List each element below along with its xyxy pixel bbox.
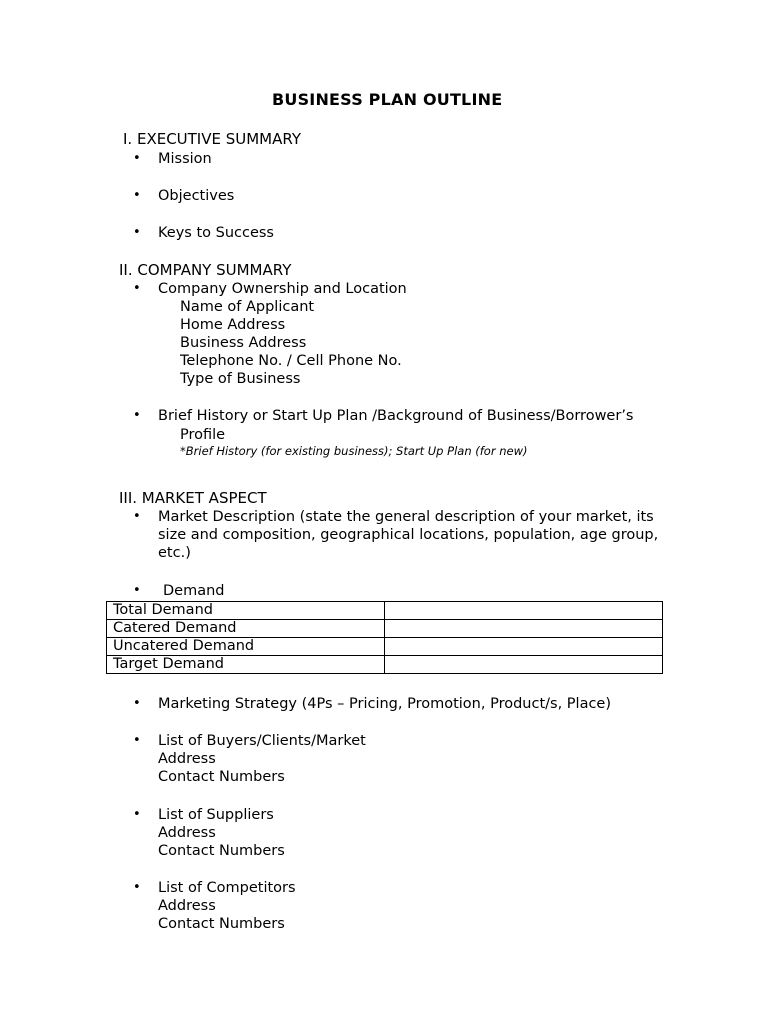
- bullet-icon: •: [133, 281, 141, 296]
- table-cell-label: Total Demand: [107, 602, 385, 620]
- list-item: Keys to Success: [158, 225, 274, 241]
- sub-item: Address: [158, 751, 216, 767]
- sub-item: Address: [158, 898, 216, 914]
- table-cell-value: [385, 638, 663, 656]
- table-cell-label: Catered Demand: [107, 620, 385, 638]
- sub-item: Contact Numbers: [158, 769, 285, 785]
- sub-item: Address: [158, 825, 216, 841]
- marketing-strategy: Marketing Strategy (4Ps – Pricing, Promotion, Product/s, Place): [158, 696, 612, 712]
- table-cell-label: Target Demand: [107, 656, 385, 674]
- sub-item: Type of Business: [180, 371, 301, 387]
- sub-item: Home Address: [180, 317, 286, 333]
- list-item-history-cont: Profile: [180, 427, 226, 443]
- table-row: [107, 656, 663, 674]
- bullet-icon: •: [133, 225, 141, 240]
- section-heading-market-aspect: III. MARKET ASPECT: [119, 489, 267, 507]
- section-heading-company-summary: II. COMPANY SUMMARY: [119, 261, 292, 279]
- table-cell-value: [385, 602, 663, 620]
- demand-table: [106, 601, 663, 674]
- table-cell-value: [385, 656, 663, 674]
- list-item: Mission: [158, 151, 212, 167]
- table-cell-label: Uncatered Demand: [107, 638, 385, 656]
- bullet-icon: •: [133, 408, 141, 423]
- history-note: *Brief History (for existing business); Start Up Plan (for new): [180, 444, 528, 458]
- bullet-icon: •: [133, 880, 141, 895]
- document-title: BUSINESS PLAN OUTLINE: [272, 90, 503, 109]
- sub-item: Contact Numbers: [158, 843, 285, 859]
- sub-item: Contact Numbers: [158, 916, 285, 932]
- section-heading-executive-summary: I. EXECUTIVE SUMMARY: [123, 130, 302, 148]
- bullet-icon: •: [133, 188, 141, 203]
- bullet-icon: •: [133, 151, 141, 166]
- list-item-ownership: Company Ownership and Location: [158, 281, 407, 297]
- market-description-line: size and composition, geographical locations, population, age group,: [158, 527, 659, 543]
- bullet-icon: •: [133, 509, 141, 524]
- table-row: [107, 620, 663, 638]
- list-item-suppliers: List of Suppliers: [158, 807, 274, 823]
- table-row: [107, 638, 663, 656]
- bullet-icon: •: [133, 807, 141, 822]
- sub-item: Telephone No. / Cell Phone No.: [180, 353, 402, 369]
- bullet-icon: •: [133, 583, 141, 598]
- list-item-history: Brief History or Start Up Plan /Background of Business/Borrower’s: [158, 408, 634, 424]
- market-description-line: etc.): [158, 545, 191, 561]
- list-item-competitors: List of Competitors: [158, 880, 296, 896]
- sub-item: Business Address: [180, 335, 307, 351]
- market-description-line: Market Description (state the general description of your market, its: [158, 509, 654, 525]
- sub-item: Name of Applicant: [180, 299, 315, 315]
- bullet-icon: •: [133, 696, 141, 711]
- list-item-buyers: List of Buyers/Clients/Market: [158, 733, 366, 749]
- table-row: [107, 602, 663, 620]
- bullet-icon: •: [133, 733, 141, 748]
- list-item: Objectives: [158, 188, 235, 204]
- table-cell-value: [385, 620, 663, 638]
- demand-label: Demand: [163, 583, 225, 599]
